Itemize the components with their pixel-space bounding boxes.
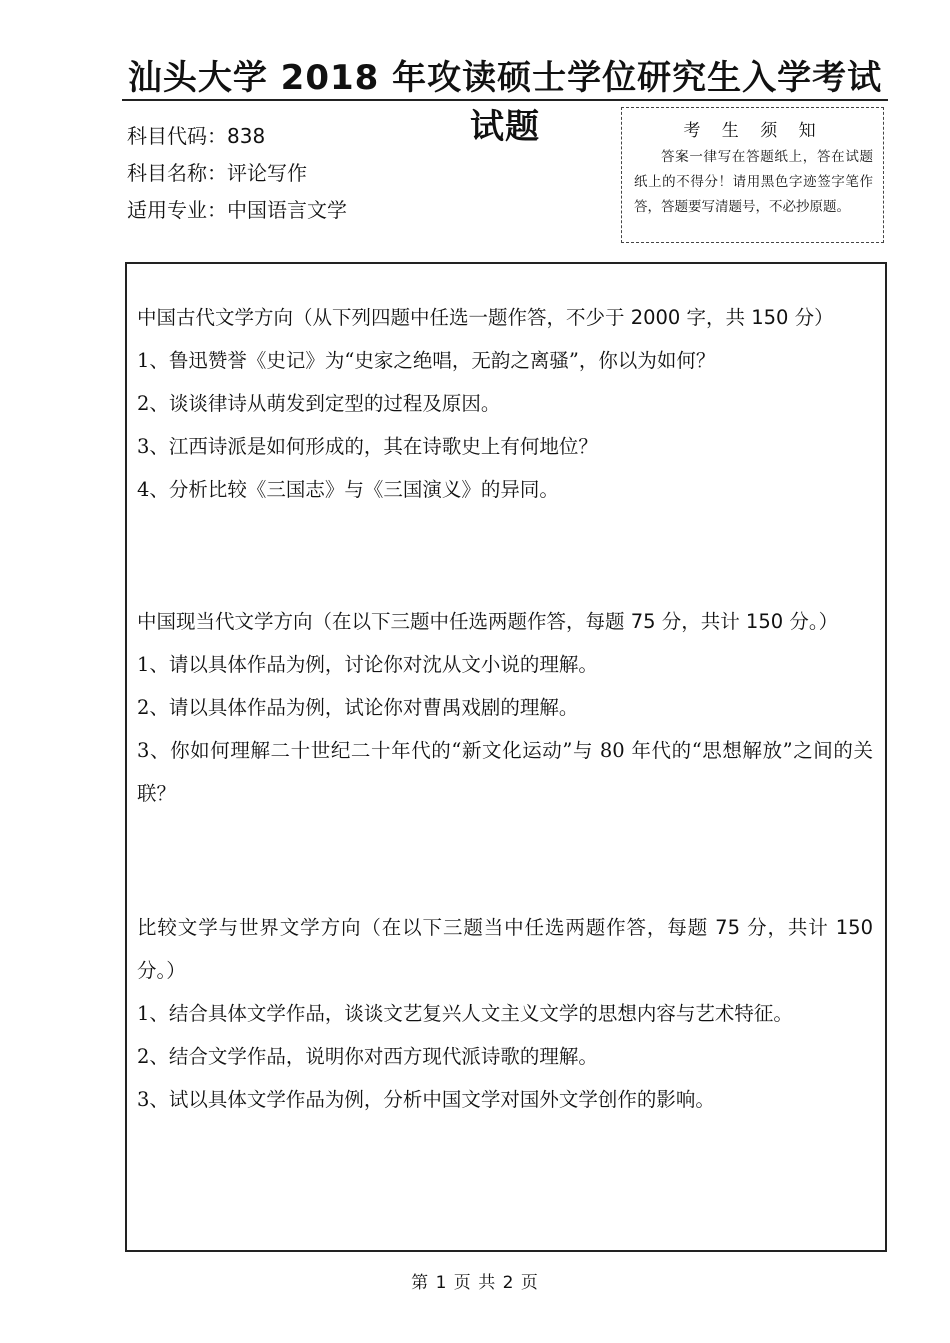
notice-text: 答案一律写在答题纸上，答在试题纸上的不得分！请用黑色字迹签字笔作答，答题要写清题号，不必抄原题。 bbox=[634, 149, 873, 215]
section-ancient-literature bbox=[137, 296, 873, 511]
section-modern-literature bbox=[137, 600, 873, 815]
question-item: 3、你如何理解二十世纪二十年代的“新文化运动”与 80 年代的“思想解放”之间的关联？ bbox=[137, 739, 873, 805]
title-divider bbox=[122, 99, 888, 101]
section-heading: 比较文学与世界文学方向（在以下三题当中任选两题作答，每题 75 分，共计 150 分。） bbox=[137, 916, 873, 982]
exam-title: 汕头大学 2018 年攻读硕士学位研究生入学考试试题 bbox=[127, 58, 883, 147]
question-frame bbox=[125, 262, 887, 1252]
candidate-notice-box bbox=[621, 107, 884, 243]
subject-info bbox=[127, 118, 347, 229]
question-item: 2、请以具体作品为例，试论你对曹禺戏剧的理解。 bbox=[137, 696, 579, 719]
section-heading: 中国现当代文学方向（在以下三题中任选两题作答，每题 75 分，共计 150 分。） bbox=[137, 610, 839, 633]
question-item: 1、鲁迅赞誉《史记》为“史家之绝唱，无韵之离骚”，你以为如何？ bbox=[137, 349, 716, 372]
question-item: 3、试以具体文学作品为例，分析中国文学对国外文学创作的影响。 bbox=[137, 1088, 715, 1111]
section-heading: 中国古代文学方向（从下列四题中任选一题作答，不少于 2000 字，共 150 分） bbox=[137, 306, 834, 329]
question-item: 1、请以具体作品为例，讨论你对沈从文小说的理解。 bbox=[137, 653, 598, 676]
question-item: 2、结合文学作品，说明你对西方现代派诗歌的理解。 bbox=[137, 1045, 598, 1068]
section-comparative-literature bbox=[137, 906, 873, 1121]
applicable-major: 适用专业：中国语言文学 bbox=[127, 198, 347, 222]
subject-name: 科目名称：评论写作 bbox=[127, 161, 307, 185]
notice-title: 考 生 须 知 bbox=[683, 121, 824, 141]
page-number: 第 1 页 共 2 页 bbox=[411, 1273, 539, 1293]
subject-code: 科目代码：838 bbox=[127, 124, 266, 148]
question-item: 1、结合具体文学作品，谈谈文艺复兴人文主义文学的思想内容与艺术特征。 bbox=[137, 1002, 793, 1025]
question-item: 3、江西诗派是如何形成的，其在诗歌史上有何地位？ bbox=[137, 435, 598, 458]
question-item: 2、谈谈律诗从萌发到定型的过程及原因。 bbox=[137, 392, 501, 415]
question-item: 4、分析比较《三国志》与《三国演义》的异同。 bbox=[137, 478, 559, 501]
